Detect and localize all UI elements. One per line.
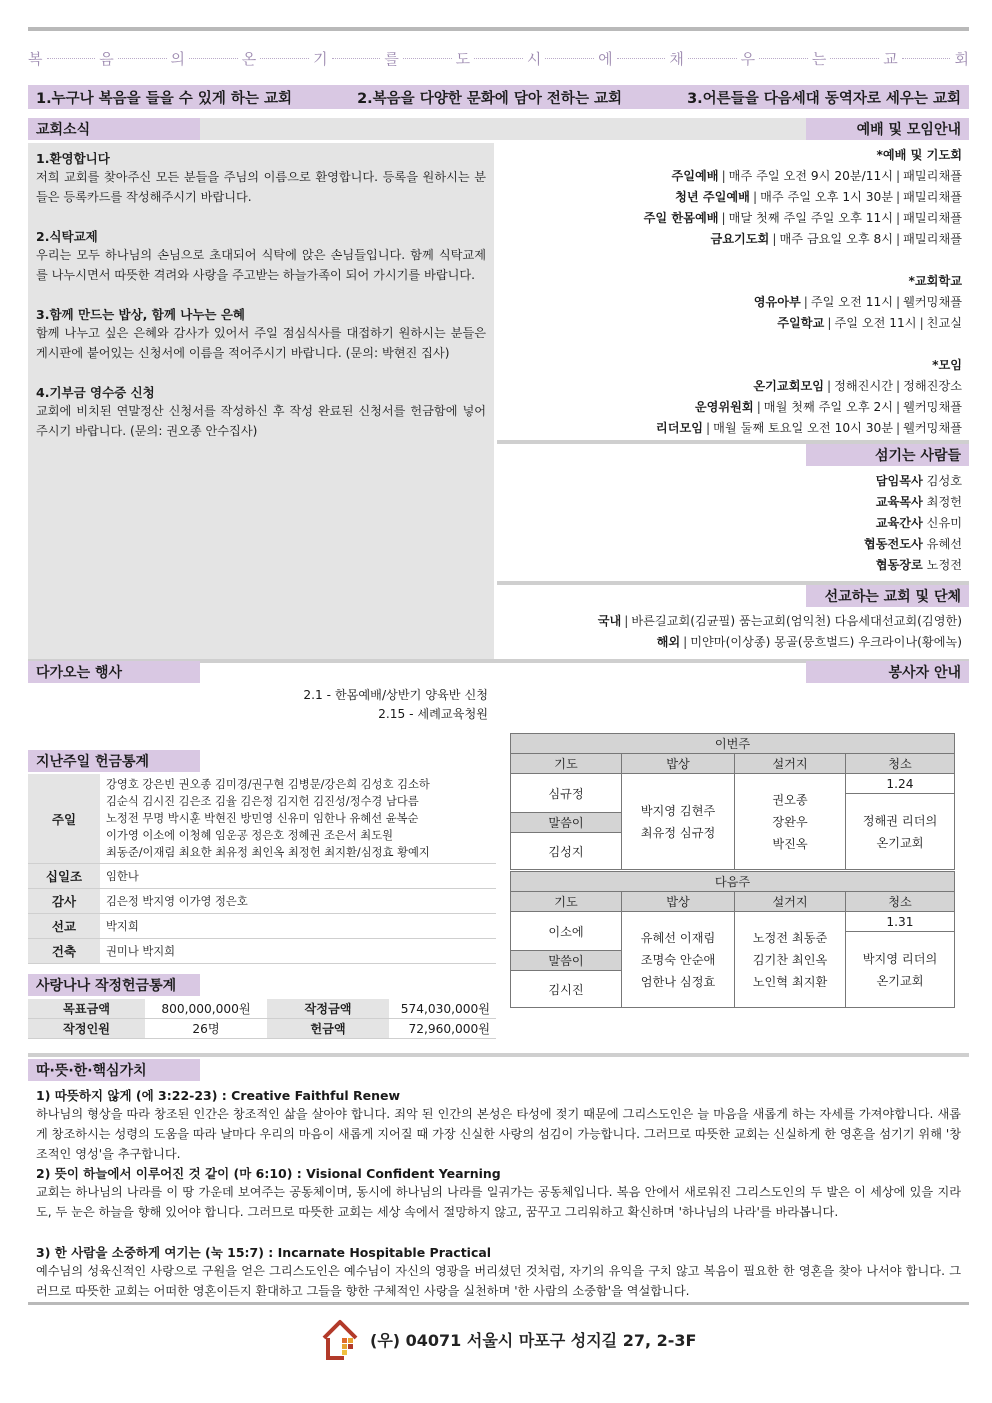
worship-place: 패밀리채플 [903,211,962,225]
sermon-label: 말씀이 [511,951,622,971]
pledged-label: 작정금액 [267,999,389,1019]
motto-dots [688,58,737,59]
sermon-name: 김시진 [511,971,622,1008]
worship-place: 친교실 [926,316,962,330]
separator: | [919,316,924,330]
footer-address: (우) 04071 서울시 마포구 성지길 27, 2-3F [370,1331,697,1350]
bottom-rule [28,1302,969,1305]
worship-row [644,166,962,187]
separator: | [896,421,901,435]
top-rule [28,27,969,31]
goal-value: 800,000,000원 [145,999,267,1019]
mission-row [598,611,962,632]
worship-place: 정해진장소 [903,379,962,393]
motto-char: 기 [313,49,328,68]
news-item [36,383,486,441]
motto-char: 교 [883,49,898,68]
church-logo-icon [320,1318,360,1362]
meal-names [622,912,735,1008]
servant-row [864,555,962,576]
value-body: 예수님의 성육신적인 사랑으로 구원을 얻은 그리스도인은 예수님이 자신의 영광을 버리셨던 것처럼, 자기의 유익을 구치 않고 복음이 필요한 한 영혼을 찾아 나서야 합니다. 그러므로 따뜻한 교회는 어떠한 영혼이든지 환대하고 그들을 향한 구체적인 사랑을 실천하며 '한 사람의 소중함'을 역설합니다. [36,1264,961,1298]
offering-row [28,864,496,889]
separator: | [896,169,901,183]
servant-role: 교육간사 [875,516,923,530]
volunteer-name: 노인혁 최지환 [752,974,828,989]
news-item [36,149,486,207]
volunteer-name: 온기교회 [876,973,924,988]
motto-char: 를 [384,49,399,68]
news-panel [28,143,494,663]
value-title: 3) 한 사람을 소중하게 여기는 (눅 15:7) : Incarnate Hospitable Practical [36,1245,492,1260]
motto-char: 도 [455,49,471,68]
separator: | [706,421,711,435]
mission-label: 해외 [656,635,681,649]
motto-char: 우 [740,49,756,68]
offering-names [100,774,496,864]
mission-row [598,632,962,653]
volunteer-name: 최유정 심규정 [640,825,716,840]
worship-name: 주일예배 [671,169,719,183]
worship-row [644,397,962,418]
motto-dots [118,58,167,59]
meal-names [622,774,735,870]
worship-row [644,376,962,397]
separator: | [896,400,901,414]
worship-name: 리더모임 [655,421,704,435]
motto-line [28,45,969,71]
col-dish: 설거지 [735,754,846,774]
separator: | [827,379,832,393]
news-title: 1.환영합니다 [36,151,110,166]
volunteer-name: 엄한나 심정효 [640,974,716,989]
volunteer-name: 노정전 최동준 [752,930,828,945]
news-title: 3.함께 만드는 밥상, 함께 나누는 은혜 [36,307,246,322]
prayer-name: 심규정 [511,774,622,813]
motto-char: 회 [954,49,969,68]
separator: | [721,169,726,183]
motto-dots [332,58,381,59]
prayer-name: 이소에 [511,912,622,951]
worship-place: 웰커밍채플 [903,400,962,414]
clean-names [846,794,955,870]
worship-name: 금요기도회 [710,232,770,246]
motto-char: 음 [99,49,114,68]
volunteer-name: 박지영 김현주 [640,803,716,818]
worship-place: 패밀리채플 [903,232,962,246]
col-meal: 밥상 [622,754,735,774]
separator: | [721,211,726,225]
separator: | [896,190,901,204]
worship-detail: 매주 금요일 오후 8시 [779,232,894,246]
offering-label: 선교 [28,914,100,939]
offering-line: 이가영 이소에 이청혜 임운공 정은호 정혜권 조은서 최도원 [106,829,394,842]
sermon-name: 김성지 [511,833,622,870]
pledged-value: 574,030,000원 [389,999,496,1019]
worship-group-title: *교회학교 [908,274,962,288]
servants-list [864,471,962,576]
separator: | [896,211,901,225]
servants-header: 섬기는 사람들 [806,444,969,466]
this-week-title: 이번주 [511,734,955,754]
servant-row [864,534,962,555]
volunteer-name: 정해권 리더의 [862,813,938,828]
offering-line: 김순식 김시진 김은조 김율 김은정 김지헌 김진성/정수경 남다름 [106,795,419,808]
news-body: 함께 나누고 싶은 은혜와 감사가 있어서 주일 점심식사를 대접하기 원하시는 분들은 게시판에 붙어있는 신청서에 이름을 적어주시기 바랍니다. (문의: 박현진 집사) [36,326,486,360]
offering-line: 임한나 [106,869,139,883]
volunteer-name: 온기교회 [876,835,924,850]
col-dish: 설거지 [735,892,846,912]
motto-char: 복 [28,49,43,68]
motto-dots [545,58,594,59]
offering-label: 감사 [28,889,100,914]
offering-line: 박지희 [106,919,139,933]
servant-name: 김성호 [926,474,962,488]
divider [28,1053,969,1057]
motto-char: 는 [811,49,827,68]
worship-detail: 매달 첫째 주일 주일 오후 11시 [728,211,894,225]
separator: | [896,379,901,393]
servant-role: 협동장로 [875,558,923,572]
worship-group-title: *예배 및 기도회 [876,148,962,162]
value-body: 교회는 하나님의 나라를 이 땅 가운데 보여주는 공동체이며, 동시에 하나님의 나라를 일궈가는 공동체입니다. 복음 안에서 새로워진 그리스도인의 두 발은 이 세상에 있을 지라도, 두 눈은 하늘을 향해 있어야 합니다. 그러므로 따뜻한 교회는 세상 속에서 절망하지 않고, 꿈꾸고 그리워하고 확신하며 '하나님의 나라'를 바라봅니다. [36,1185,961,1219]
spacer [644,334,962,355]
volunteer-name: 박진옥 [772,836,808,851]
pledge-spacer [28,1039,496,1054]
worship-row [644,313,962,334]
offering-row [28,889,496,914]
worship-place: 웰커밍채플 [903,421,962,435]
offering-line: 권미나 박지희 [106,944,176,958]
worship-detail: 매월 첫째 주일 오후 2시 [763,400,894,414]
news-title: 4.기부금 영수증 신청 [36,385,155,400]
worship-detail: 주일 오전 11시 [810,295,894,309]
volunteers-header: 봉사자 안내 [806,661,969,683]
servant-role: 교육목사 [875,495,923,509]
offering-names [100,914,496,939]
volunteer-table-this-week [510,733,955,870]
event-item: 2.1 - 한몸예배/상반기 양육반 신청 [303,688,488,702]
offering-line: 강영호 강은빈 권오종 김미경/권구현 김병문/강은희 김성호 김소하 [106,778,430,791]
pledge-header: 사랑나나 작정헌금통계 [28,974,200,996]
servant-role: 협동전도사 [863,537,923,551]
servant-role: 담임목사 [875,474,923,488]
servant-name: 유혜선 [926,537,962,551]
worship-name: 운영위원회 [694,400,754,414]
people-value: 26명 [145,1019,267,1039]
worship-name: 주일학교 [777,316,825,330]
volunteer-name: 권오종 [772,792,808,807]
separator: | [896,295,901,309]
col-prayer: 기도 [511,892,622,912]
worship-name: 주일 한몸예배 [643,211,719,225]
motto-dots [260,58,309,59]
news-item [36,227,486,285]
offering-label: 건축 [28,939,100,964]
col-prayer: 기도 [511,754,622,774]
dish-names [735,774,846,870]
servant-name: 노정전 [926,558,962,572]
servant-row [864,513,962,534]
separator: | [772,232,777,246]
clean-names [846,932,955,1008]
separator: | [624,614,629,628]
offering-header: 지난주일 헌금통계 [28,750,200,772]
news-header: 교회소식 [28,118,200,140]
event-item: 2.15 - 세례교육청원 [378,707,488,721]
worship-detail: 주일 오전 11시 [834,316,917,330]
offering-row [28,774,496,864]
worship-row [644,229,962,250]
motto-dots [830,58,879,59]
cash-label: 헌금액 [267,1019,389,1039]
worship-list [644,145,962,439]
worship-detail: 매주 주일 오후 1시 30분 [760,190,894,204]
people-label: 작정인원 [28,1019,145,1039]
worship-name: 청년 주일예배 [675,190,750,204]
motto-dots [617,58,666,59]
col-meal: 밥상 [622,892,735,912]
offering-label: 십일조 [28,864,100,889]
worship-row [644,187,962,208]
offering-line: 김은정 박지영 이가영 정은호 [106,894,248,908]
motto-char: 에 [598,49,613,68]
worship-row [644,418,962,439]
clean-date: 1.24 [846,774,955,794]
worship-place: 패밀리채플 [903,190,962,204]
worship-detail: 정해진시간 [834,379,894,393]
servant-name: 최정헌 [926,495,962,509]
offering-names [100,889,496,914]
clean-date: 1.31 [846,912,955,932]
offering-line: 노정전 무명 박시훈 박현진 방민영 신유미 임한나 유혜선 윤복순 [106,812,419,825]
next-week-title: 다음주 [511,872,955,892]
news-body: 교회에 비치된 연말정산 신청서를 작성하신 후 작성 완료된 신청서를 헌금함에 넣어주시기 바랍니다. (문의: 권오종 안수집사) [36,404,486,438]
motto-dots [189,58,238,59]
mission-text: 미얀마(이상종) 몽골(뭉흐벌드) 우크라이나(황에녹) [690,635,962,649]
motto-char: 채 [669,49,684,68]
worship-place: 패밀리채플 [903,169,962,183]
missions-header: 선교하는 교회 및 단체 [806,585,969,607]
mission-text: 바른길교회(김균필) 품는교회(엄익천) 다음세대선교회(김영한) [631,614,962,628]
worship-row [644,208,962,229]
mission-label: 국내 [597,614,622,628]
separator: | [827,316,832,330]
offering-row [28,914,496,939]
separator: | [896,232,901,246]
col-clean: 청소 [846,892,955,912]
separator: | [683,635,688,649]
motto-dots [403,58,452,59]
motto-dots [474,58,523,59]
separator: | [803,295,808,309]
news-title: 2.식탁교제 [36,229,98,244]
pledge-table [28,999,496,1039]
worship-place: 웰커밍채플 [903,295,962,309]
vision-bar [28,85,969,109]
cash-value: 72,960,000원 [389,1019,496,1039]
worship-header: 예배 및 모임안내 [806,118,969,140]
value-body: 하나님의 형상을 따라 창조된 인간은 창조적인 삶을 살아야 합니다. 죄악 된 인간의 본성은 타성에 젖기 때문에 그리스도인은 늘 마음을 새롭게 하는 자세를 가져야합니다. 새롭게 창조하시는 성령의 도움을 따라 날마다 우리의 마음이 새롭게 지어질 때 가장 신실한 사랑의 섬김이 가능합니다. 그러므로 따뜻한 교회는 신실하게 한 영혼을 섬기기 위해 '창조적인 영성'을 추구합니다. [36,1107,961,1161]
offering-table [28,774,496,964]
volunteer-table-next-week [510,871,955,1008]
dish-names [735,912,846,1008]
value-title: 2) 뜻이 하늘에서 이루어진 것 같이 (마 6:10) : Visional Confident Yearning [36,1166,501,1181]
news-body: 저희 교회를 찾아주신 모든 분들을 주님의 이름으로 환영합니다. 등록을 원하시는 분들은 등록카드를 작성해주시기 바랍니다. [36,170,486,204]
servant-name: 신유미 [926,516,962,530]
motto-dots [759,58,808,59]
offering-label: 주일 [28,774,100,864]
volunteer-name: 유혜선 이재림 [640,930,716,945]
vision-3: 3.어른들을 다음세대 동역자로 세우는 교회 [687,90,961,107]
separator: | [752,190,758,204]
separator: | [756,400,761,414]
motto-char: 시 [526,49,542,68]
volunteer-name: 박지영 리더의 [862,951,938,966]
worship-name: 온기교회모임 [753,379,825,393]
volunteer-name: 조명숙 안순애 [640,952,716,967]
volunteer-name: 김기찬 최인옥 [752,952,828,967]
worship-group-title: *모임 [932,358,962,372]
sermon-label: 말씀이 [511,813,622,833]
worship-row [644,292,962,313]
offering-row [28,939,496,964]
missions-list [598,611,962,653]
offering-names [100,939,496,964]
news-body: 우리는 모두 하나님의 손님으로 초대되어 식탁에 앉은 손님들입니다. 함께 식탁교제를 나누시면서 따뜻한 격려와 사랑을 주고받는 하늘가족이 되어 가시기를 바랍니다. [36,248,486,282]
motto-dots [47,58,96,59]
vision-1: 1.누구나 복음을 들을 수 있게 하는 교회 [36,90,292,107]
worship-name: 영유아부 [753,295,801,309]
worship-detail: 매월 둘째 토요일 오전 10시 30분 [713,421,894,435]
volunteer-name: 장완우 [772,814,808,829]
motto-dots [902,58,951,59]
servant-row [864,471,962,492]
events-list [200,686,488,724]
news-item [36,305,486,363]
value-title: 1) 따뜻하지 않게 (에 3:22-23) : Creative Faithful Renew [36,1088,401,1103]
col-clean: 청소 [846,754,955,774]
spacer [644,250,962,271]
events-header: 다가오는 행사 [28,661,200,683]
motto-char: 온 [241,49,257,68]
motto-char: 의 [170,49,186,68]
values-header: 따·뜻·한·핵심가치 [28,1059,200,1081]
goal-label: 목표금액 [28,999,145,1019]
vision-2: 2.복음을 다양한 문화에 담아 전하는 교회 [357,90,623,107]
worship-detail: 매주 주일 오전 9시 20분/11시 [728,169,894,183]
offering-line: 최동준/이재림 최요한 최유정 최인옥 최정헌 최지환/심정효 황예지 [106,846,430,859]
servant-row [864,492,962,513]
offering-names [100,864,496,889]
